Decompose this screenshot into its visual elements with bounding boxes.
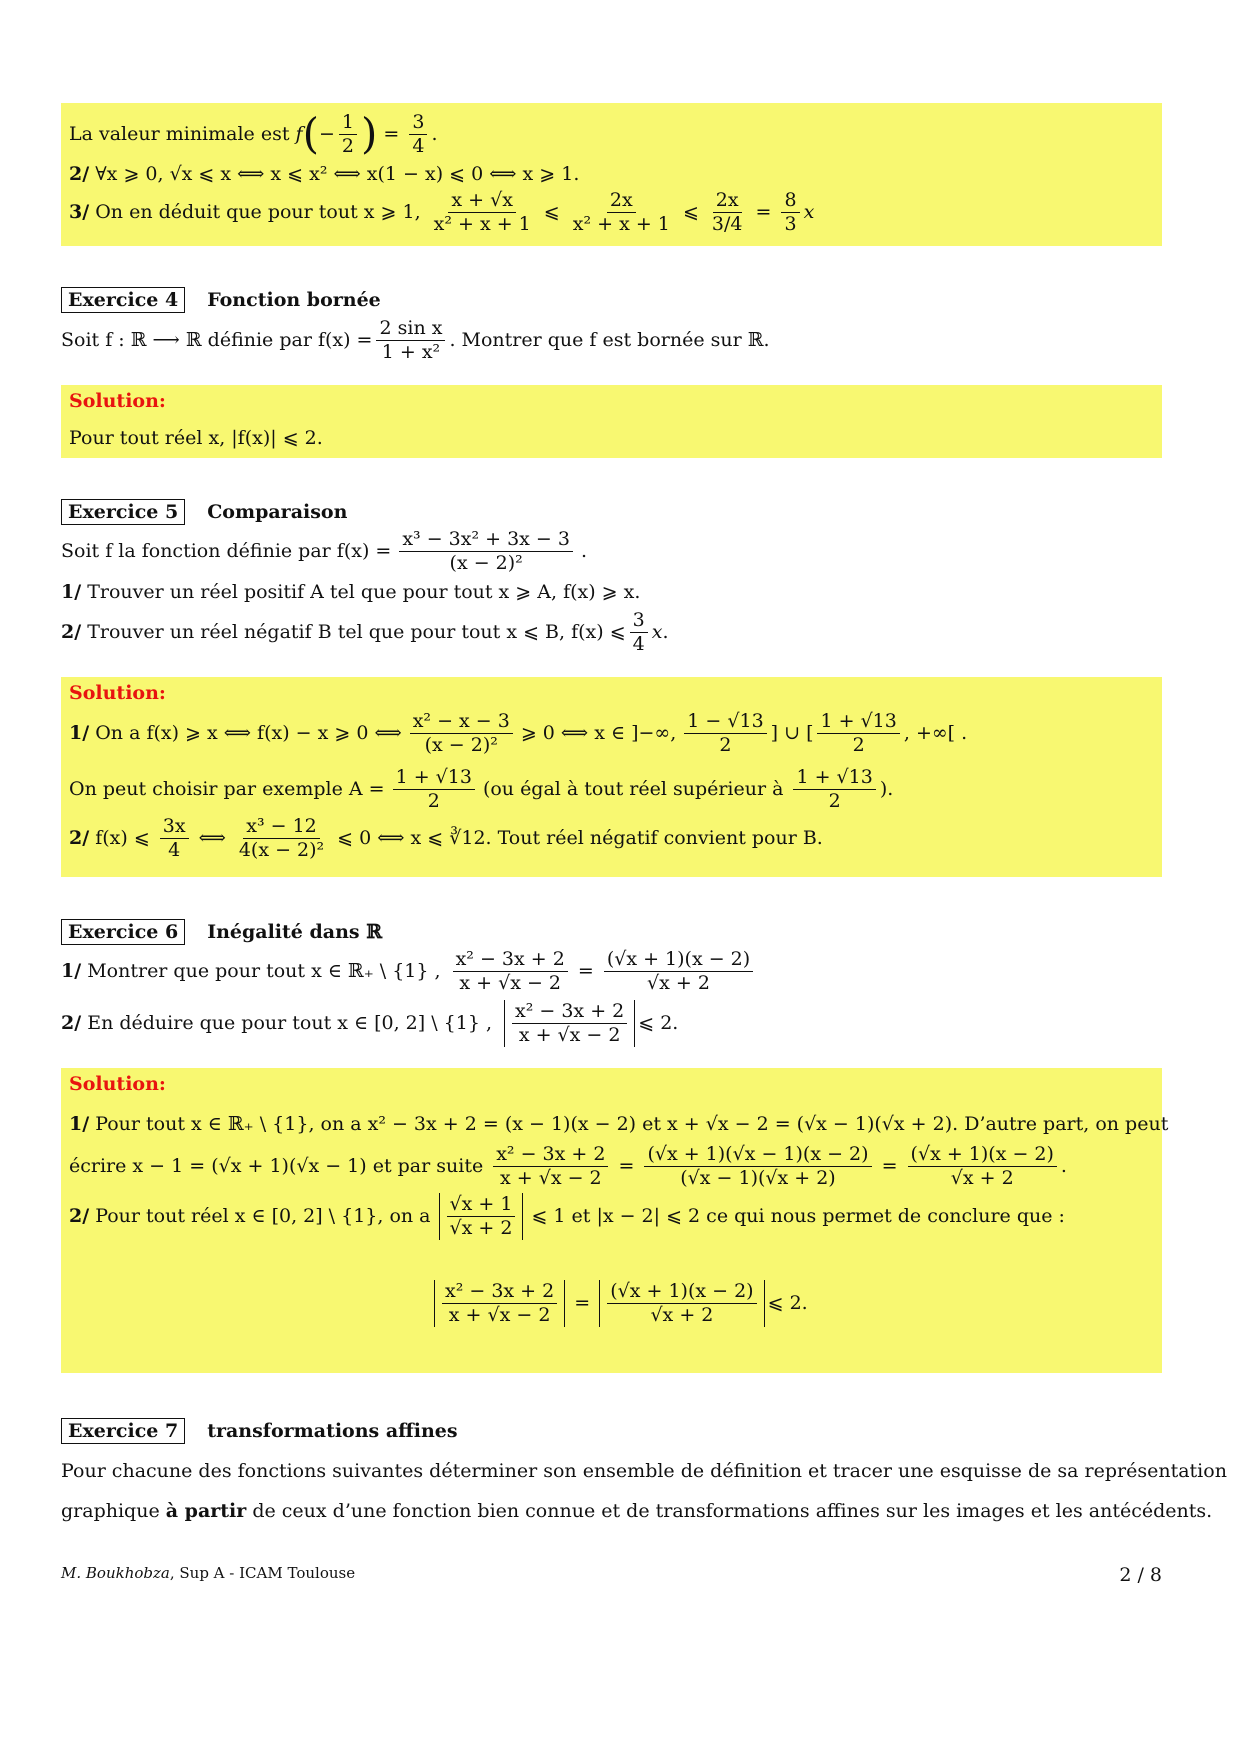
ex5-header [61,499,347,525]
ex4-title: Fonction bornée [207,289,381,311]
ex4-solution-box [61,385,1162,458]
ex5-q2: 2/ Trouver un réel négatif B tel que pour tout x ⩽ B, f(x) ⩽ $\frac{3}{4}$ x . [61,609,669,655]
ex6-sol-2: 2/ Pour tout réel x ∈ [0, 2] \ {1}, on a $\frac{√x + 1}{√x + 2}$ ⩽ 1 et |x − 2| ⩽ 2 ce qui nous permet de conclure que : [69,1193,1065,1239]
ex6-solution-box [61,1068,1169,1373]
ex4-solution-text: Pour tout réel x, |f(x)| ⩽ 2. [69,427,323,449]
solution-label: Solution: [69,1073,166,1095]
ex5-sol-1b: On peut choisir par exemple A = $\frac{1 + √13}{2}$ (ou égal à tout réel supérieur à $\frac{1 + √13}{2}$ ). [69,766,894,812]
ex7-header [61,1418,458,1444]
solution-label: Solution: [69,390,166,412]
ex6-sol-3: $\frac{\text{x² − 3x + 2}}{x + √x - 2}$ = $\frac{(√x + 1)(x - 2)}{√x + 2}$ ⩽ 2. [431,1280,808,1327]
ex6-q2: 2/ En déduire que pour tout x ∈ [0, 2] \ {1} , $\frac{\text{x² − 3x + 2}}{x + √x - 2}$ ⩽ 2. [61,1000,679,1046]
solution-label: Solution: [69,682,166,704]
ex6-box: Exercice 6 [61,919,185,945]
page-number: 2 / 8 [1119,1564,1162,1586]
ex5-sol-2: 2/ f(x) ⩽ $\frac{3x}{4}$ ⟺ $\frac{\text{x³ − 12}}{\text{4(x − 2)²}}$ ⩽ 0 ⟺ x ⩽ ∛12. Tout réel négatif convient pour B. [69,815,823,861]
ex4-header [61,287,381,313]
ex6-sol-1: 1/ Pour tout x ∈ ℝ₊ \ {1}, on a x² − 3x + 2 = (x − 1)(x − 2) et x + √x − 2 = (√x − 1)(√x + 2). D’autre part, on peut [69,1113,1169,1135]
ex5-box: Exercice 5 [61,499,185,525]
ex7-title: transformations affines [207,1420,458,1442]
ex4-statement: Soit f : ℝ ⟶ ℝ définie par f(x) = $\frac{\text{2 sin x}}{\text{1 + x²}}$ . Montrer que f est bornée sur ℝ. [61,317,770,363]
ex6-sol-1b: écrire x − 1 = (√x + 1)(√x − 1) et par suite $\frac{\text{x² − 3x + 2}}{x + √x - 2}$ = $\frac{(√x + 1)(√x - 1)(x - 2)}{(√x - 1)(√x + 2)}$ = $\frac{(√x + 1)(x - 2)}{√x + 2}$ . [69,1143,1067,1189]
ex3-solution-box [61,103,1162,246]
ex5-statement: Soit f la fonction définie par f(x) = $\frac{\text{x³ − 3x² + 3x − 3}}{\text{(x − 2)²}}$ . [61,528,588,574]
ex3-q2-line: 2/ ∀x ⩾ 0, √x ⩽ x ⟺ x ⩽ x² ⟺ x(1 − x) ⩽ 0 ⟺ x ⩾ 1. [69,163,580,185]
document-page [61,0,1227,1754]
ex6-title: Inégalité dans ℝ [207,921,383,943]
ex3-q3-line: 3/ On en déduit que pour tout x ⩾ 1, $\frac{x + √x}{\text{x² + x + 1}}$ ⩽ $\frac{2x}{\text{x² + x + 1}}$ ⩽ $\frac{2x}{3/4}$ = $\frac{8}{3}$ x [69,189,815,235]
ex7-box: Exercice 7 [61,1418,185,1444]
ex5-solution-box [61,677,1162,877]
page-footer [61,1564,1162,1586]
ex5-title: Comparaison [207,501,348,523]
ex6-header [61,919,382,945]
ex5-sol-1: 1/ On a f(x) ⩾ x ⟺ f(x) − x ⩾ 0 ⟺ $\frac{\text{x² − x − 3}}{\text{(x − 2)²}}$ ⩾ 0 ⟺ x ∈ ]−∞, $\frac{1 - √13}{2}$ ] ∪ [ $\frac{1 + √13}{2}$ , +∞[ . [69,710,968,756]
ex7-line1: Pour chacune des fonctions suivantes déterminer son ensemble de définition et tracer une esquisse de sa représentation [61,1460,1227,1482]
ex7-line2: graphique à partir de ceux d’une fonction bien connue et de transformations affines sur les images et les antécédents. [61,1500,1213,1522]
ex6-q1: 1/ Montrer que pour tout x ∈ ℝ₊ \ {1} , $\frac{\text{x² − 3x + 2}}{x + √x - 2}$ = $\frac{(√x + 1)(x - 2)}{√x + 2}$ [61,948,757,995]
ex4-box: Exercice 4 [61,287,185,313]
footer-credit: M. Boukhobza, Sup A - ICAM Toulouse [61,1564,356,1582]
ex3-min-line: La valeur minimale est f ( − $\frac{1}{2}$ ) = $\frac{3}{4}$ . [69,109,438,159]
ex5-q1: 1/ Trouver un réel positif A tel que pour tout x ⩾ A, f(x) ⩾ x. [61,581,641,603]
